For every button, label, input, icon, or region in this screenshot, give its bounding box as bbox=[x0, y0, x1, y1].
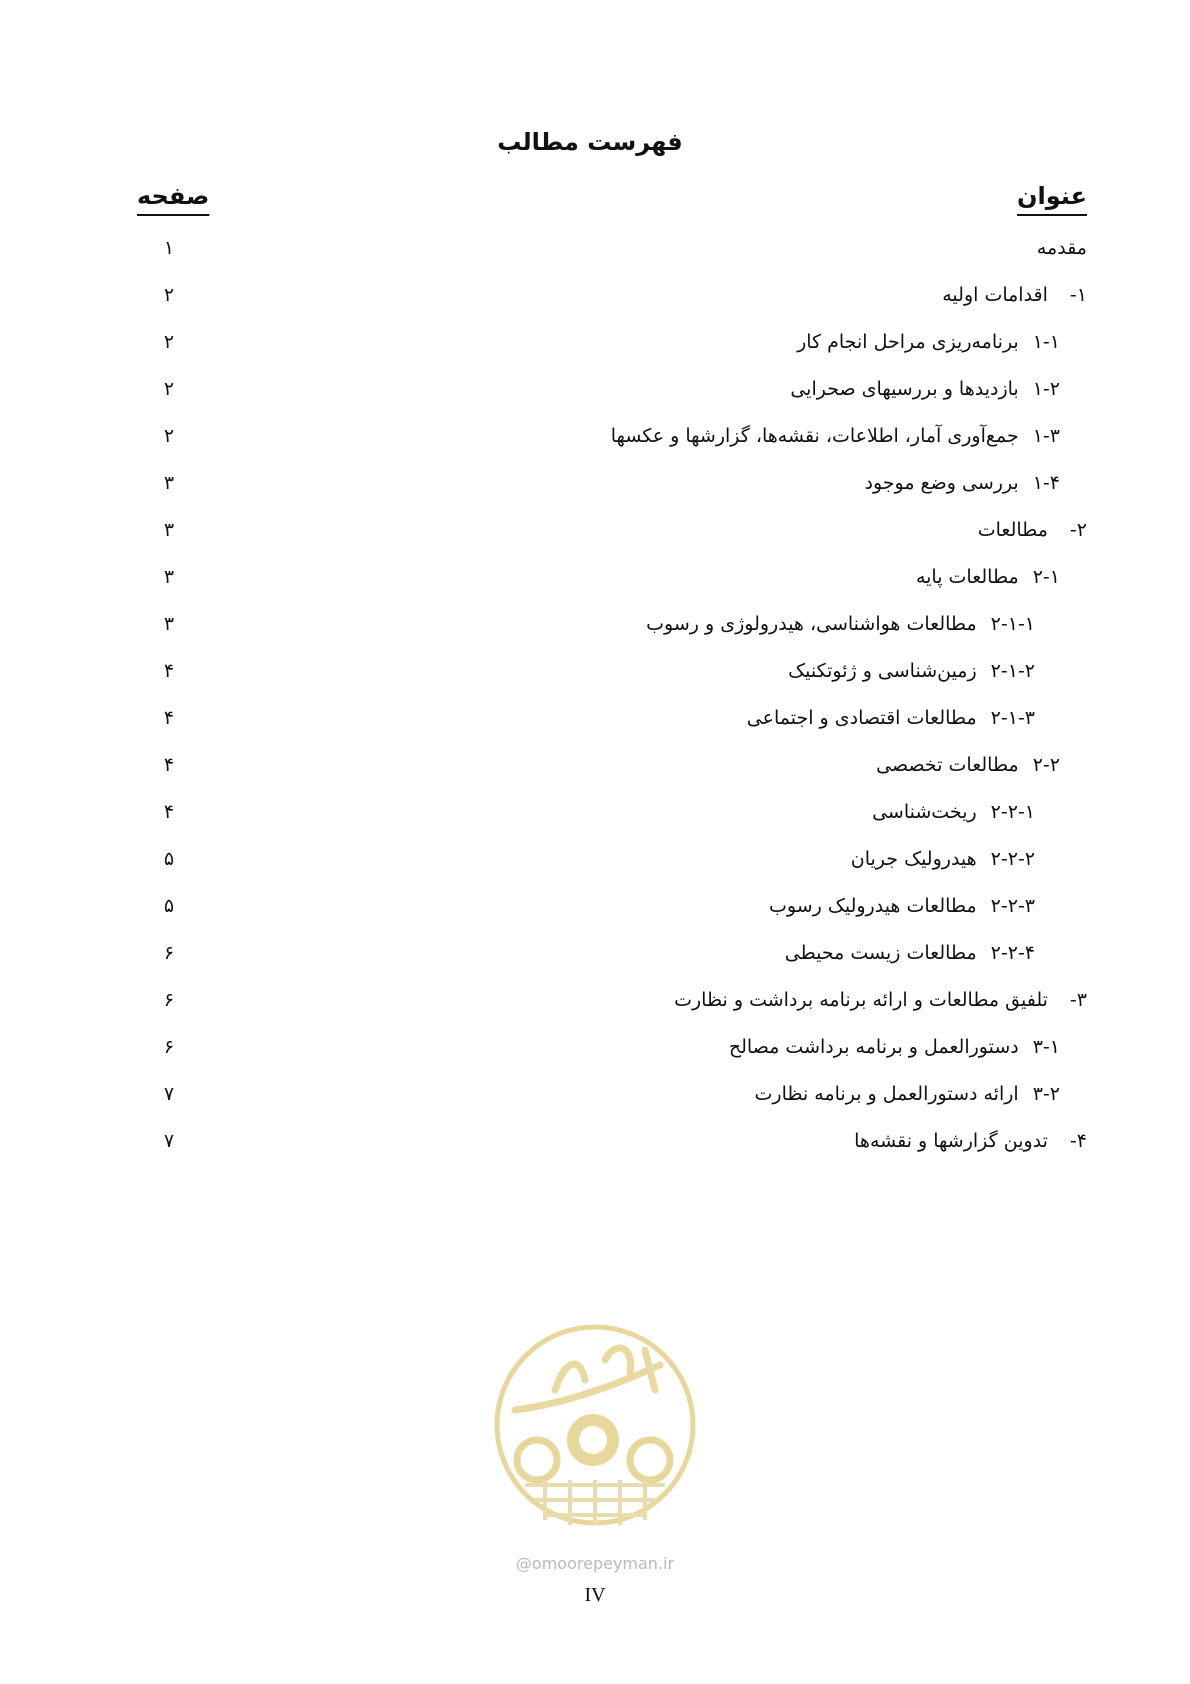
toc-entry bbox=[978, 518, 1087, 542]
toc-title: مطالعات bbox=[977, 519, 1048, 541]
toc-row bbox=[0, 416, 1190, 463]
toc-number: ۲-۱-۱ bbox=[990, 613, 1035, 635]
toc-entry bbox=[785, 941, 1035, 965]
toc-row bbox=[0, 557, 1190, 604]
toc-entry bbox=[674, 988, 1087, 1012]
toc-number: ۲-۱ bbox=[1032, 566, 1060, 588]
toc-entry bbox=[872, 800, 1035, 824]
toc-title: تدوین گزارشها و نقشه‌ها bbox=[854, 1130, 1048, 1152]
toc-number: ۲-۱-۳ bbox=[990, 707, 1035, 729]
toc-title: ریخت‌شناسی bbox=[872, 801, 977, 823]
toc-number: ۲-۲-۲ bbox=[990, 848, 1035, 870]
toc-title: مطالعات هواشناسی، هیدرولوژی و رسوب bbox=[646, 613, 977, 635]
toc-row bbox=[0, 369, 1190, 416]
toc-row bbox=[0, 275, 1190, 322]
column-header-page: صفحه bbox=[137, 182, 210, 210]
toc-entry bbox=[747, 706, 1035, 730]
toc-number: ۳-۱ bbox=[1032, 1036, 1060, 1058]
watermark-logo bbox=[485, 1320, 705, 1572]
toc-page-number: ۴ bbox=[163, 801, 175, 823]
toc-number: ۱- bbox=[1069, 284, 1087, 306]
toc-entry bbox=[854, 1129, 1087, 1153]
toc-page-number: ۳ bbox=[163, 472, 175, 494]
toc-title: مقدمه bbox=[1036, 237, 1087, 259]
table-of-contents bbox=[0, 228, 1190, 1168]
toc-row bbox=[0, 322, 1190, 369]
toc-number: ۳-۲ bbox=[1032, 1083, 1060, 1105]
toc-entry bbox=[876, 753, 1060, 777]
toc-title: برنامه‌ریزی مراحل انجام کار bbox=[797, 331, 1019, 353]
watermark-seal-icon bbox=[485, 1320, 705, 1550]
toc-row bbox=[0, 510, 1190, 557]
toc-number: ۲-۲ bbox=[1032, 754, 1060, 776]
toc-row bbox=[0, 1074, 1190, 1121]
toc-row bbox=[0, 698, 1190, 745]
toc-title: جمع‌آوری آمار، اطلاعات، نقشه‌ها، گزارشها و عکسها bbox=[610, 425, 1019, 447]
toc-entry bbox=[729, 1035, 1060, 1059]
toc-entry bbox=[790, 377, 1060, 401]
toc-title: دستورالعمل و برنامه برداشت مصالح bbox=[728, 1036, 1019, 1058]
toc-number: ۱-۳ bbox=[1032, 425, 1060, 447]
toc-entry bbox=[769, 894, 1035, 918]
toc-entry bbox=[916, 565, 1060, 589]
toc-page-number: ۳ bbox=[163, 566, 175, 588]
toc-page-number: ۵ bbox=[163, 895, 175, 917]
toc-entry bbox=[851, 847, 1035, 871]
toc-number: ۲-۲-۴ bbox=[990, 942, 1035, 964]
toc-entry bbox=[646, 612, 1035, 636]
toc-row bbox=[0, 980, 1190, 1027]
toc-row bbox=[0, 792, 1190, 839]
toc-title: مطالعات اقتصادی و اجتماعی bbox=[746, 707, 977, 729]
toc-entry bbox=[788, 659, 1035, 683]
toc-page-number: ۶ bbox=[163, 942, 175, 964]
toc-page-number: ۲ bbox=[163, 378, 175, 400]
toc-title: مطالعات هیدرولیک رسوب bbox=[769, 895, 977, 917]
page-number: IV bbox=[584, 1584, 606, 1606]
toc-number: ۱-۱ bbox=[1032, 331, 1060, 353]
toc-entry bbox=[611, 424, 1060, 448]
toc-page-number: ۳ bbox=[163, 613, 175, 635]
toc-title: بازدیدها و بررسیهای صحرایی bbox=[790, 378, 1019, 400]
toc-row bbox=[0, 745, 1190, 792]
toc-page-number: ۶ bbox=[163, 989, 175, 1011]
toc-entry bbox=[797, 330, 1060, 354]
toc-page-number: ۴ bbox=[163, 754, 175, 776]
toc-title: مطالعات پایه bbox=[915, 566, 1019, 588]
toc-page-number: ۴ bbox=[163, 660, 175, 682]
toc-title: تلفیق مطالعات و ارائه برنامه برداشت و نظارت bbox=[674, 989, 1048, 1011]
toc-number: ۳- bbox=[1069, 989, 1087, 1011]
toc-number: ۲-۲-۳ bbox=[990, 895, 1035, 917]
toc-page-number: ۲ bbox=[163, 425, 175, 447]
toc-title: بررسی وضع موجود bbox=[864, 472, 1019, 494]
watermark-url: @omoorepeyman.ir bbox=[515, 1554, 675, 1573]
column-header-title: عنوان bbox=[1017, 182, 1087, 210]
toc-number: ۱-۲ bbox=[1032, 378, 1060, 400]
toc-number: ۲- bbox=[1069, 519, 1087, 541]
toc-row bbox=[0, 933, 1190, 980]
toc-number: ۲-۱-۲ bbox=[990, 660, 1035, 682]
toc-number: ۴- bbox=[1069, 1130, 1087, 1152]
toc-page-number: ۶ bbox=[163, 1036, 175, 1058]
toc-row bbox=[0, 604, 1190, 651]
toc-page-number: ۲ bbox=[163, 284, 175, 306]
toc-title: زمین‌شناسی و ژئوتکنیک bbox=[788, 660, 977, 682]
toc-page-number: ۵ bbox=[163, 848, 175, 870]
page-title: فهرست مطالب bbox=[497, 128, 683, 156]
toc-page-number: ۲ bbox=[163, 331, 175, 353]
toc-title: هیدرولیک جریان bbox=[850, 848, 977, 870]
toc-number: ۲-۲-۱ bbox=[990, 801, 1035, 823]
toc-row bbox=[0, 1121, 1190, 1168]
toc-entry bbox=[1037, 236, 1087, 260]
toc-number: ۱-۴ bbox=[1032, 472, 1060, 494]
toc-page-number: ۷ bbox=[163, 1083, 175, 1105]
toc-title: مطالعات تخصصی bbox=[876, 754, 1019, 776]
toc-page-number: ۱ bbox=[163, 237, 175, 259]
toc-title: اقدامات اولیه bbox=[942, 284, 1048, 306]
toc-row bbox=[0, 1027, 1190, 1074]
toc-row bbox=[0, 839, 1190, 886]
toc-row bbox=[0, 651, 1190, 698]
toc-title: مطالعات زیست محیطی bbox=[784, 942, 977, 964]
toc-page-number: ۷ bbox=[163, 1130, 175, 1152]
toc-page-number: ۳ bbox=[163, 519, 175, 541]
toc-page-number: ۴ bbox=[163, 707, 175, 729]
toc-title: ارائه دستورالعمل و برنامه نظارت bbox=[754, 1083, 1019, 1105]
toc-entry bbox=[755, 1082, 1060, 1106]
toc-row bbox=[0, 228, 1190, 275]
toc-row bbox=[0, 886, 1190, 933]
toc-entry bbox=[942, 283, 1087, 307]
toc-row bbox=[0, 463, 1190, 510]
toc-entry bbox=[865, 471, 1061, 495]
